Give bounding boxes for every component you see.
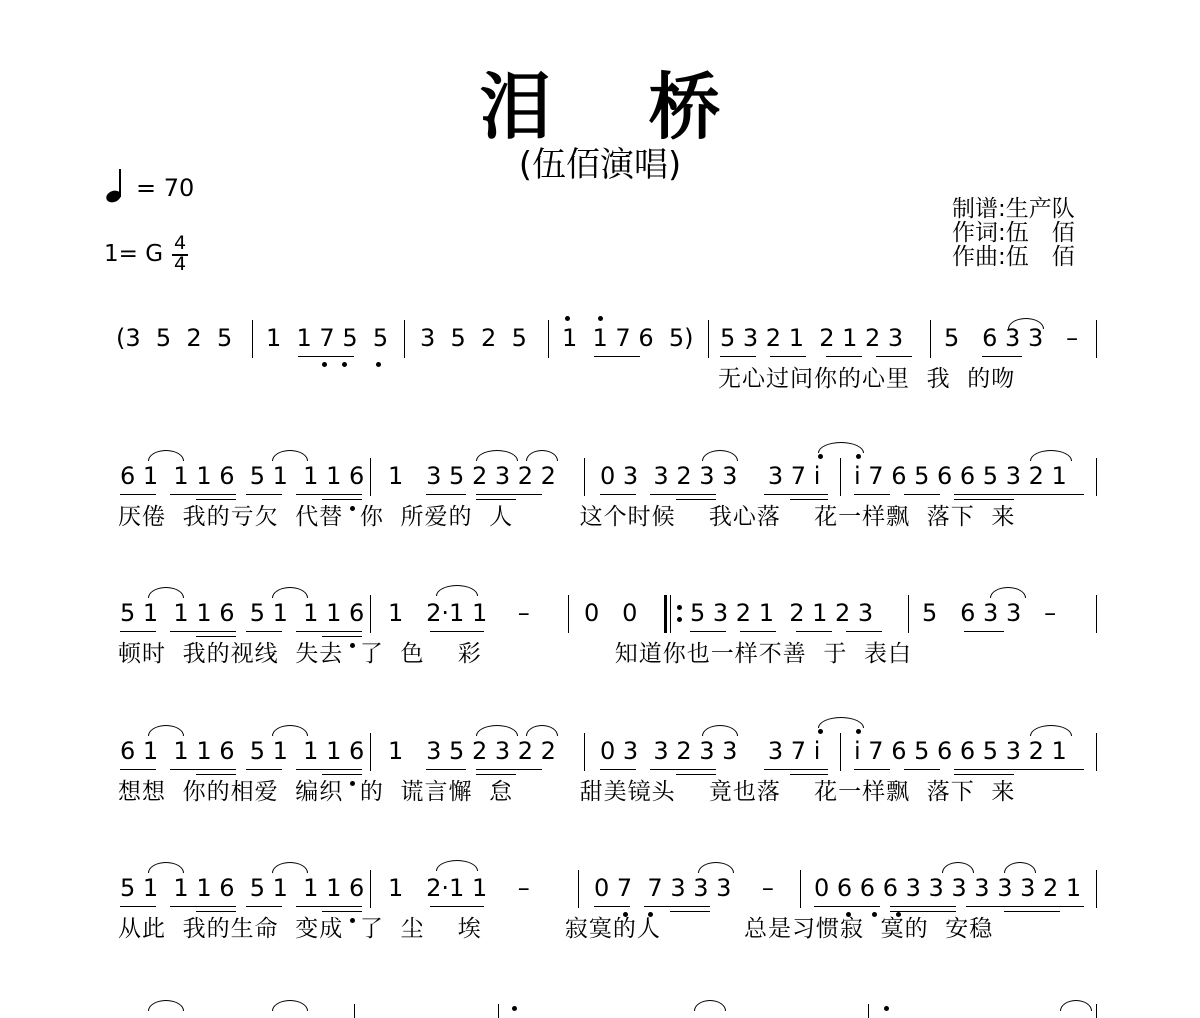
octave-dot	[818, 454, 823, 459]
tie-arc	[476, 725, 518, 736]
repeat-dot	[677, 605, 682, 610]
underline	[296, 769, 362, 770]
underline	[1040, 494, 1084, 495]
score-row-6-partial	[0, 996, 1200, 1018]
note-token: 1 3 5 2 3 2 2	[388, 462, 556, 490]
bar-line	[578, 870, 579, 908]
lyric-line: 无心过问你的心里 我 的吻	[718, 366, 1016, 392]
underline	[120, 494, 156, 495]
octave-dot	[565, 316, 570, 321]
arranger-credit: 制谱:生产队	[952, 196, 1075, 222]
bar-line	[498, 1004, 499, 1018]
note-token: (3 5 2 5	[116, 324, 233, 352]
underline	[650, 769, 716, 770]
bar-line	[1096, 458, 1097, 496]
underline	[846, 631, 882, 632]
note-token: i 7 6 5 6 6 5 3 2 1	[854, 737, 1067, 765]
underline	[426, 769, 466, 770]
underline	[740, 631, 776, 632]
underline	[954, 774, 1014, 775]
lyric-line: 顿时 我的视线 失去 了 色 彩 知道你也一样不善 于 表白	[118, 641, 912, 667]
repeat-start-bar	[670, 595, 671, 633]
lyric-line: 从此 我的生命 变成 了 尘 埃 寂寞的人 总是习惯寂 寞的 安稳	[118, 916, 994, 942]
bar-line	[404, 320, 405, 358]
underline	[904, 769, 940, 770]
note-token: 1 3 5 2 3 2 2	[388, 737, 556, 765]
bar-line	[354, 1004, 355, 1018]
score-row-2	[0, 456, 1200, 586]
underline	[120, 631, 156, 632]
repeat-start-bar	[664, 595, 667, 633]
tie-arc	[272, 725, 308, 736]
underline	[430, 906, 484, 907]
octave-dot	[856, 729, 861, 734]
note-token: 0 3 3 2 3 3 3 7 i	[600, 462, 821, 490]
bar-line	[370, 733, 371, 771]
underline	[322, 499, 362, 500]
octave-dot	[512, 1006, 517, 1011]
bar-line	[1096, 733, 1097, 771]
underline	[826, 356, 862, 357]
underline	[120, 906, 156, 907]
octave-dot	[856, 454, 861, 459]
underline	[322, 911, 362, 912]
tie-arc	[148, 1000, 184, 1011]
note-token: 5 3 2 1 2 1 2 3	[690, 599, 874, 627]
bar-line	[584, 733, 585, 771]
underline	[650, 494, 716, 495]
time-signature	[171, 232, 189, 276]
tie-arc	[148, 725, 184, 736]
note-token: 0 3 3 2 3 3 3 7 i	[600, 737, 821, 765]
note-token: 5 1 1 1 6 5 1 1 1 6	[120, 599, 365, 627]
underline	[876, 356, 912, 357]
underline	[982, 356, 1022, 357]
underline	[954, 499, 1014, 500]
tie-arc	[272, 862, 308, 873]
underline	[196, 774, 236, 775]
underline	[246, 631, 282, 632]
underline	[476, 499, 516, 500]
underline	[170, 494, 236, 495]
underline	[120, 769, 156, 770]
tie-arc	[148, 450, 184, 461]
underline	[430, 631, 484, 632]
tie-arc	[436, 860, 478, 871]
underline	[600, 494, 636, 495]
bar-line	[548, 320, 549, 358]
octave-dot	[598, 316, 603, 321]
score-row-1	[0, 318, 1200, 448]
note-token: 5 3 2 1 2 1 2 3	[720, 324, 904, 352]
note-token: 0 0	[584, 599, 638, 627]
bar-line	[840, 733, 841, 771]
lyricist-credit: 作词:伍 佰	[952, 220, 1075, 246]
bar-line	[868, 1004, 869, 1018]
underline	[246, 769, 282, 770]
underline	[170, 906, 236, 907]
note-token: 0 6 6 6 3 3 3 3 3 3 2 1	[814, 874, 1082, 902]
underline	[854, 494, 890, 495]
tie-arc	[476, 450, 518, 461]
bar-line	[908, 595, 909, 633]
underline	[770, 356, 806, 357]
lyric-line: 想想 你的相爱 编织 的 谎言懈 怠 甜美镜头 竟也落 花一样飘 落下 来	[118, 779, 1016, 805]
underline	[594, 356, 640, 357]
bar-line	[370, 870, 371, 908]
tie-arc	[698, 862, 734, 873]
underline	[966, 906, 1084, 907]
tempo-marking	[106, 168, 194, 208]
bar-line	[370, 458, 371, 496]
song-title: 泪 桥	[479, 65, 757, 149]
underline	[296, 631, 362, 632]
underline	[246, 906, 282, 907]
key-signature	[104, 232, 189, 276]
credits	[952, 197, 1075, 269]
underline	[964, 631, 1004, 632]
tie-arc	[1060, 1000, 1092, 1011]
tie-arc	[272, 450, 308, 461]
octave-dot	[376, 362, 381, 367]
bar-line	[370, 595, 371, 633]
song-subtitle: (伍佰演唱)	[518, 145, 682, 185]
tie-arc	[272, 587, 308, 598]
underline	[170, 631, 236, 632]
underline	[790, 774, 828, 775]
score-row-5	[0, 868, 1200, 998]
underline	[954, 769, 1040, 770]
tie-arc	[1030, 450, 1072, 461]
tie-arc	[1030, 725, 1072, 736]
tie-arc	[1008, 318, 1044, 329]
underline	[298, 356, 354, 357]
bar-line	[568, 595, 569, 633]
key-label: 1= G	[104, 241, 164, 267]
tie-arc	[148, 587, 184, 598]
octave-dot	[818, 729, 823, 734]
bar-line	[252, 320, 253, 358]
underline	[644, 906, 710, 907]
underline	[322, 636, 362, 637]
underline	[676, 774, 716, 775]
repeat-dot	[677, 617, 682, 622]
score-row-4	[0, 731, 1200, 861]
bar-line	[1096, 595, 1097, 633]
tie-arc	[942, 862, 974, 873]
underline	[814, 906, 880, 907]
tie-arc	[526, 725, 558, 736]
bar-line	[800, 870, 801, 908]
time-signature-bottom: 4	[174, 253, 187, 275]
underline	[904, 494, 940, 495]
note-token: 6 1 1 1 6 5 1 1 1 6	[120, 462, 365, 490]
underline	[1040, 769, 1084, 770]
underline	[790, 499, 828, 500]
underline	[890, 906, 956, 907]
bar-line	[584, 458, 585, 496]
underline	[676, 499, 716, 500]
underline	[196, 499, 236, 500]
underline	[246, 494, 282, 495]
underline	[170, 769, 236, 770]
bar-line	[930, 320, 931, 358]
underline	[296, 906, 362, 907]
composer-credit: 作曲:伍 佰	[952, 244, 1075, 270]
tie-arc	[702, 450, 738, 461]
underline	[764, 494, 828, 495]
underline	[196, 911, 236, 912]
tie-arc	[272, 1000, 308, 1011]
underline	[764, 769, 828, 770]
bar-line	[1096, 1004, 1097, 1018]
underline	[296, 494, 362, 495]
underline	[476, 774, 516, 775]
underline	[690, 631, 726, 632]
bar-line	[840, 458, 841, 496]
underline	[476, 769, 542, 770]
bar-line	[708, 320, 709, 358]
note-token: 1 1 7 6 5)	[562, 324, 694, 352]
note-token: 5 6 3 3 –	[944, 324, 1079, 352]
underline	[426, 494, 466, 495]
underline	[854, 769, 890, 770]
bar-line	[1096, 870, 1097, 908]
underline	[322, 774, 362, 775]
tie-arc	[436, 585, 478, 596]
octave-dot	[884, 1006, 889, 1011]
underline	[600, 769, 636, 770]
note-token: 1 2·1 1 –	[388, 599, 530, 627]
tie-arc	[148, 862, 184, 873]
note-token: 3 5 2 5	[420, 324, 527, 352]
underline	[196, 636, 236, 637]
quarter-note-icon	[106, 168, 122, 202]
octave-dot	[322, 362, 327, 367]
note-token: 6 1 1 1 6 5 1 1 1 6	[120, 737, 365, 765]
note-token: 0 7 7 3 3 3 –	[594, 874, 774, 902]
underline	[594, 906, 630, 907]
score-row-3	[0, 593, 1200, 723]
underline	[476, 494, 542, 495]
tie-arc	[1004, 862, 1036, 873]
underline	[670, 911, 710, 912]
tie-arc	[694, 1000, 726, 1011]
note-token: 1 1 7 5 5	[266, 324, 389, 352]
note-token: 5 6 3 3 –	[922, 599, 1057, 627]
note-token: 1 2·1 1 –	[388, 874, 530, 902]
note-token: 5 1 1 1 6 5 1 1 1 6	[120, 874, 365, 902]
tempo-value: = 70	[136, 174, 195, 202]
tie-arc	[990, 587, 1026, 598]
underline	[796, 631, 832, 632]
tie-arc	[702, 725, 738, 736]
bar-line	[1096, 320, 1097, 358]
lyric-line: 厌倦 我的亏欠 代替 你 所爱的 人 这个时候 我心落 花一样飘 落下 来	[118, 504, 1016, 530]
note-token: i 7 6 5 6 6 5 3 2 1	[854, 462, 1067, 490]
underline	[720, 356, 756, 357]
underline	[954, 494, 1040, 495]
underline	[1004, 911, 1060, 912]
time-signature-top: 4	[174, 232, 187, 254]
octave-dot	[342, 362, 347, 367]
tie-arc	[526, 450, 558, 461]
